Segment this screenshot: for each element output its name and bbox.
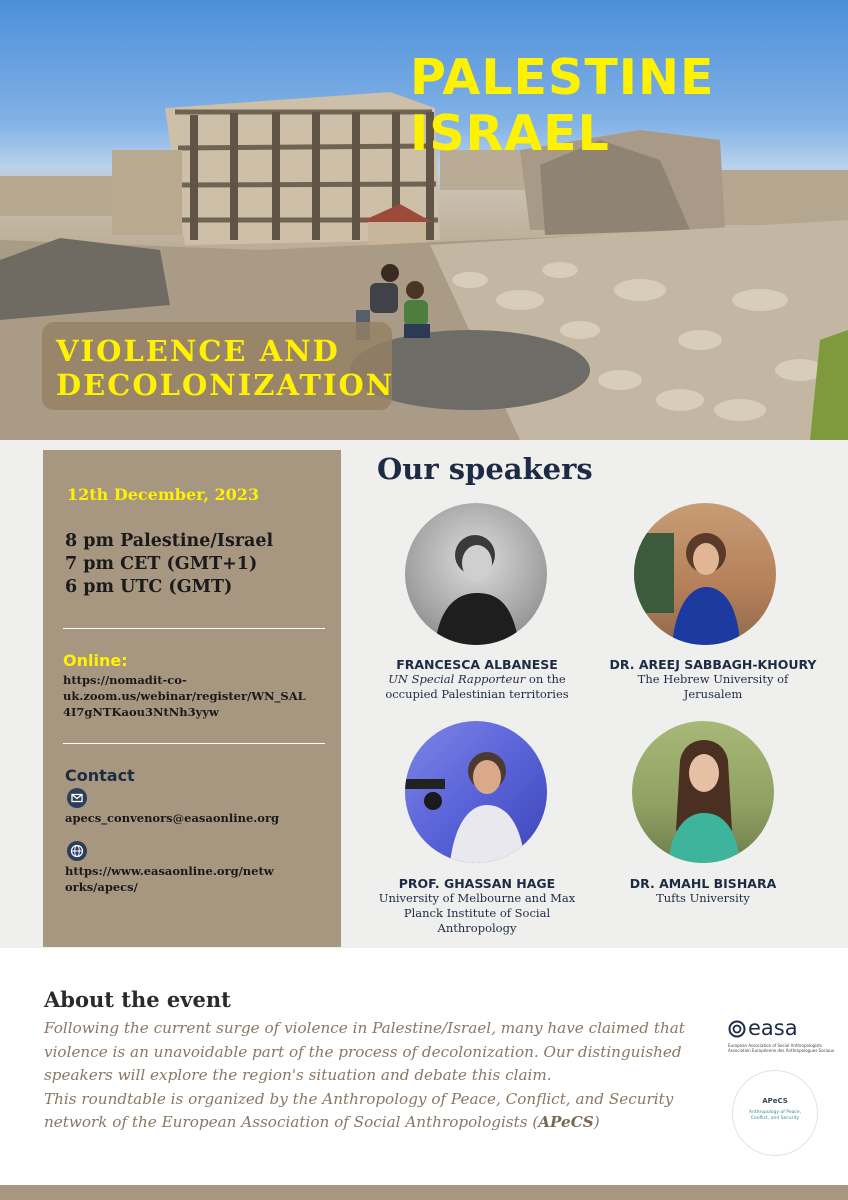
speakers-title: Our speakers [377, 452, 593, 486]
apecs-logo [732, 1070, 818, 1156]
easa-subtitle-line-2: Association Européenne des Anthropologues Sociaux [728, 1048, 835, 1053]
about-line-5 [44, 1111, 724, 1135]
zoom-link-line-2[interactable]: uk.zoom.us/webinar/register/WN_SAL [63, 689, 306, 703]
event-info-panel [43, 450, 341, 947]
online-title: Online: [63, 651, 128, 670]
speaker-card-areej-sabbagh-khoury [598, 657, 828, 702]
speaker-name: PROF. GHASSAN HAGE [398, 876, 556, 891]
about-line-3: speakers will explore the region's situation and debate this claim. [44, 1066, 552, 1084]
contact-email[interactable]: apecs_convenors@easaonline.org [65, 811, 280, 825]
affiliation-italic: UN Special Rapporteur [388, 672, 526, 686]
speaker-affiliation [588, 891, 818, 906]
easa-wordmark: easa [748, 1016, 798, 1040]
headline-line-2: ISRAEL [410, 105, 610, 162]
easa-subtitle [728, 1043, 835, 1053]
affiliation-line-2: occupied Palestinian territories [385, 687, 569, 701]
speaker-card-francesca-albanese [362, 657, 592, 702]
time-palestine-israel: 8 pm Palestine/Israel [65, 531, 274, 551]
easa-subtitle-line-1: European Association of Social Anthropologists [728, 1043, 822, 1048]
website-line-1[interactable]: https://www.easaonline.org/netw [65, 864, 274, 878]
affiliation-rest: on the [525, 672, 566, 686]
divider [63, 628, 325, 629]
about-body [44, 1017, 724, 1135]
speaker-photo-francesca-albanese [405, 503, 547, 645]
headline [410, 50, 714, 162]
divider [63, 743, 325, 744]
apecs-logo-sub-2: Conflict, and Security [750, 1116, 800, 1121]
affiliation-line-1: The Hebrew University of [637, 672, 789, 686]
time-utc: 6 pm UTC (GMT) [65, 577, 233, 597]
about-line-4: This roundtable is organized by the Anthropology of Peace, Conflict, and Security [44, 1089, 674, 1108]
affiliation-line-1: University of Melbourne and Max [378, 891, 576, 905]
about-line-5-suffix: ) [593, 1113, 600, 1131]
zoom-link-line-1[interactable]: https://nomadit-co- [63, 673, 187, 687]
website-link[interactable] [65, 863, 274, 895]
speaker-name: DR. AMAHL BISHARA [629, 876, 777, 891]
speaker-name: DR. AREEJ SABBAGH-KHOURY [609, 657, 817, 672]
speaker-photo-ghassan-hage [405, 721, 547, 863]
speaker-photo-areej-sabbagh-khoury [634, 503, 776, 645]
apecs-logo-sub-1: Anthropology of Peace, [748, 1110, 802, 1115]
apecs-logo-title: APeCS [762, 1097, 788, 1105]
globe-icon [67, 841, 87, 861]
affiliation-line-2: Jerusalem [683, 687, 743, 701]
event-date: 12th December, 2023 [67, 485, 260, 504]
speaker-affiliation [598, 672, 828, 702]
easa-spiral-icon [728, 1020, 746, 1038]
footer-bar [0, 1185, 848, 1200]
about-line-2: violence is an unavoidable part of the process of decolonization. Our distinguished [44, 1042, 682, 1061]
easa-logo [728, 1016, 835, 1056]
about-line-1: Following the current surge of violence in Palestine/Israel, many have claimed that [44, 1019, 685, 1037]
about-title: About the event [44, 987, 231, 1012]
zoom-link[interactable] [63, 672, 306, 720]
email-icon [67, 788, 87, 808]
about-line-5-prefix: network of the European Association of Social Anthropologists ( [44, 1113, 539, 1131]
subtitle-line-1: VIOLENCE AND [56, 334, 340, 368]
subtitle-line-2: DECOLONIZATION [56, 368, 395, 402]
affiliation-line-3: Anthropology [437, 921, 517, 935]
apecs-acronym: APeCS [538, 1113, 594, 1131]
headline-line-1: PALESTINE [410, 49, 715, 106]
contact-title: Contact [65, 766, 135, 785]
speaker-photo-amahl-bishara [632, 721, 774, 863]
event-times [65, 530, 273, 599]
speaker-affiliation [362, 672, 592, 702]
affiliation-line-2: Planck Institute of Social [403, 906, 551, 920]
hero-photo [0, 0, 848, 440]
website-line-2[interactable]: orks/apecs/ [65, 880, 138, 894]
speaker-name: FRANCESCA ALBANESE [396, 657, 558, 672]
speaker-affiliation [362, 891, 592, 936]
subtitle-box [42, 322, 395, 410]
time-cet: 7 pm CET (GMT+1) [65, 554, 258, 574]
zoom-link-line-3[interactable]: 4I7gNTKaou3NtNh3yyw [63, 705, 219, 719]
speaker-card-amahl-bishara [588, 876, 818, 906]
affiliation-line-1: Tufts University [656, 891, 750, 905]
speaker-card-ghassan-hage [362, 876, 592, 936]
apecs-logo-subtitle [733, 1110, 817, 1122]
